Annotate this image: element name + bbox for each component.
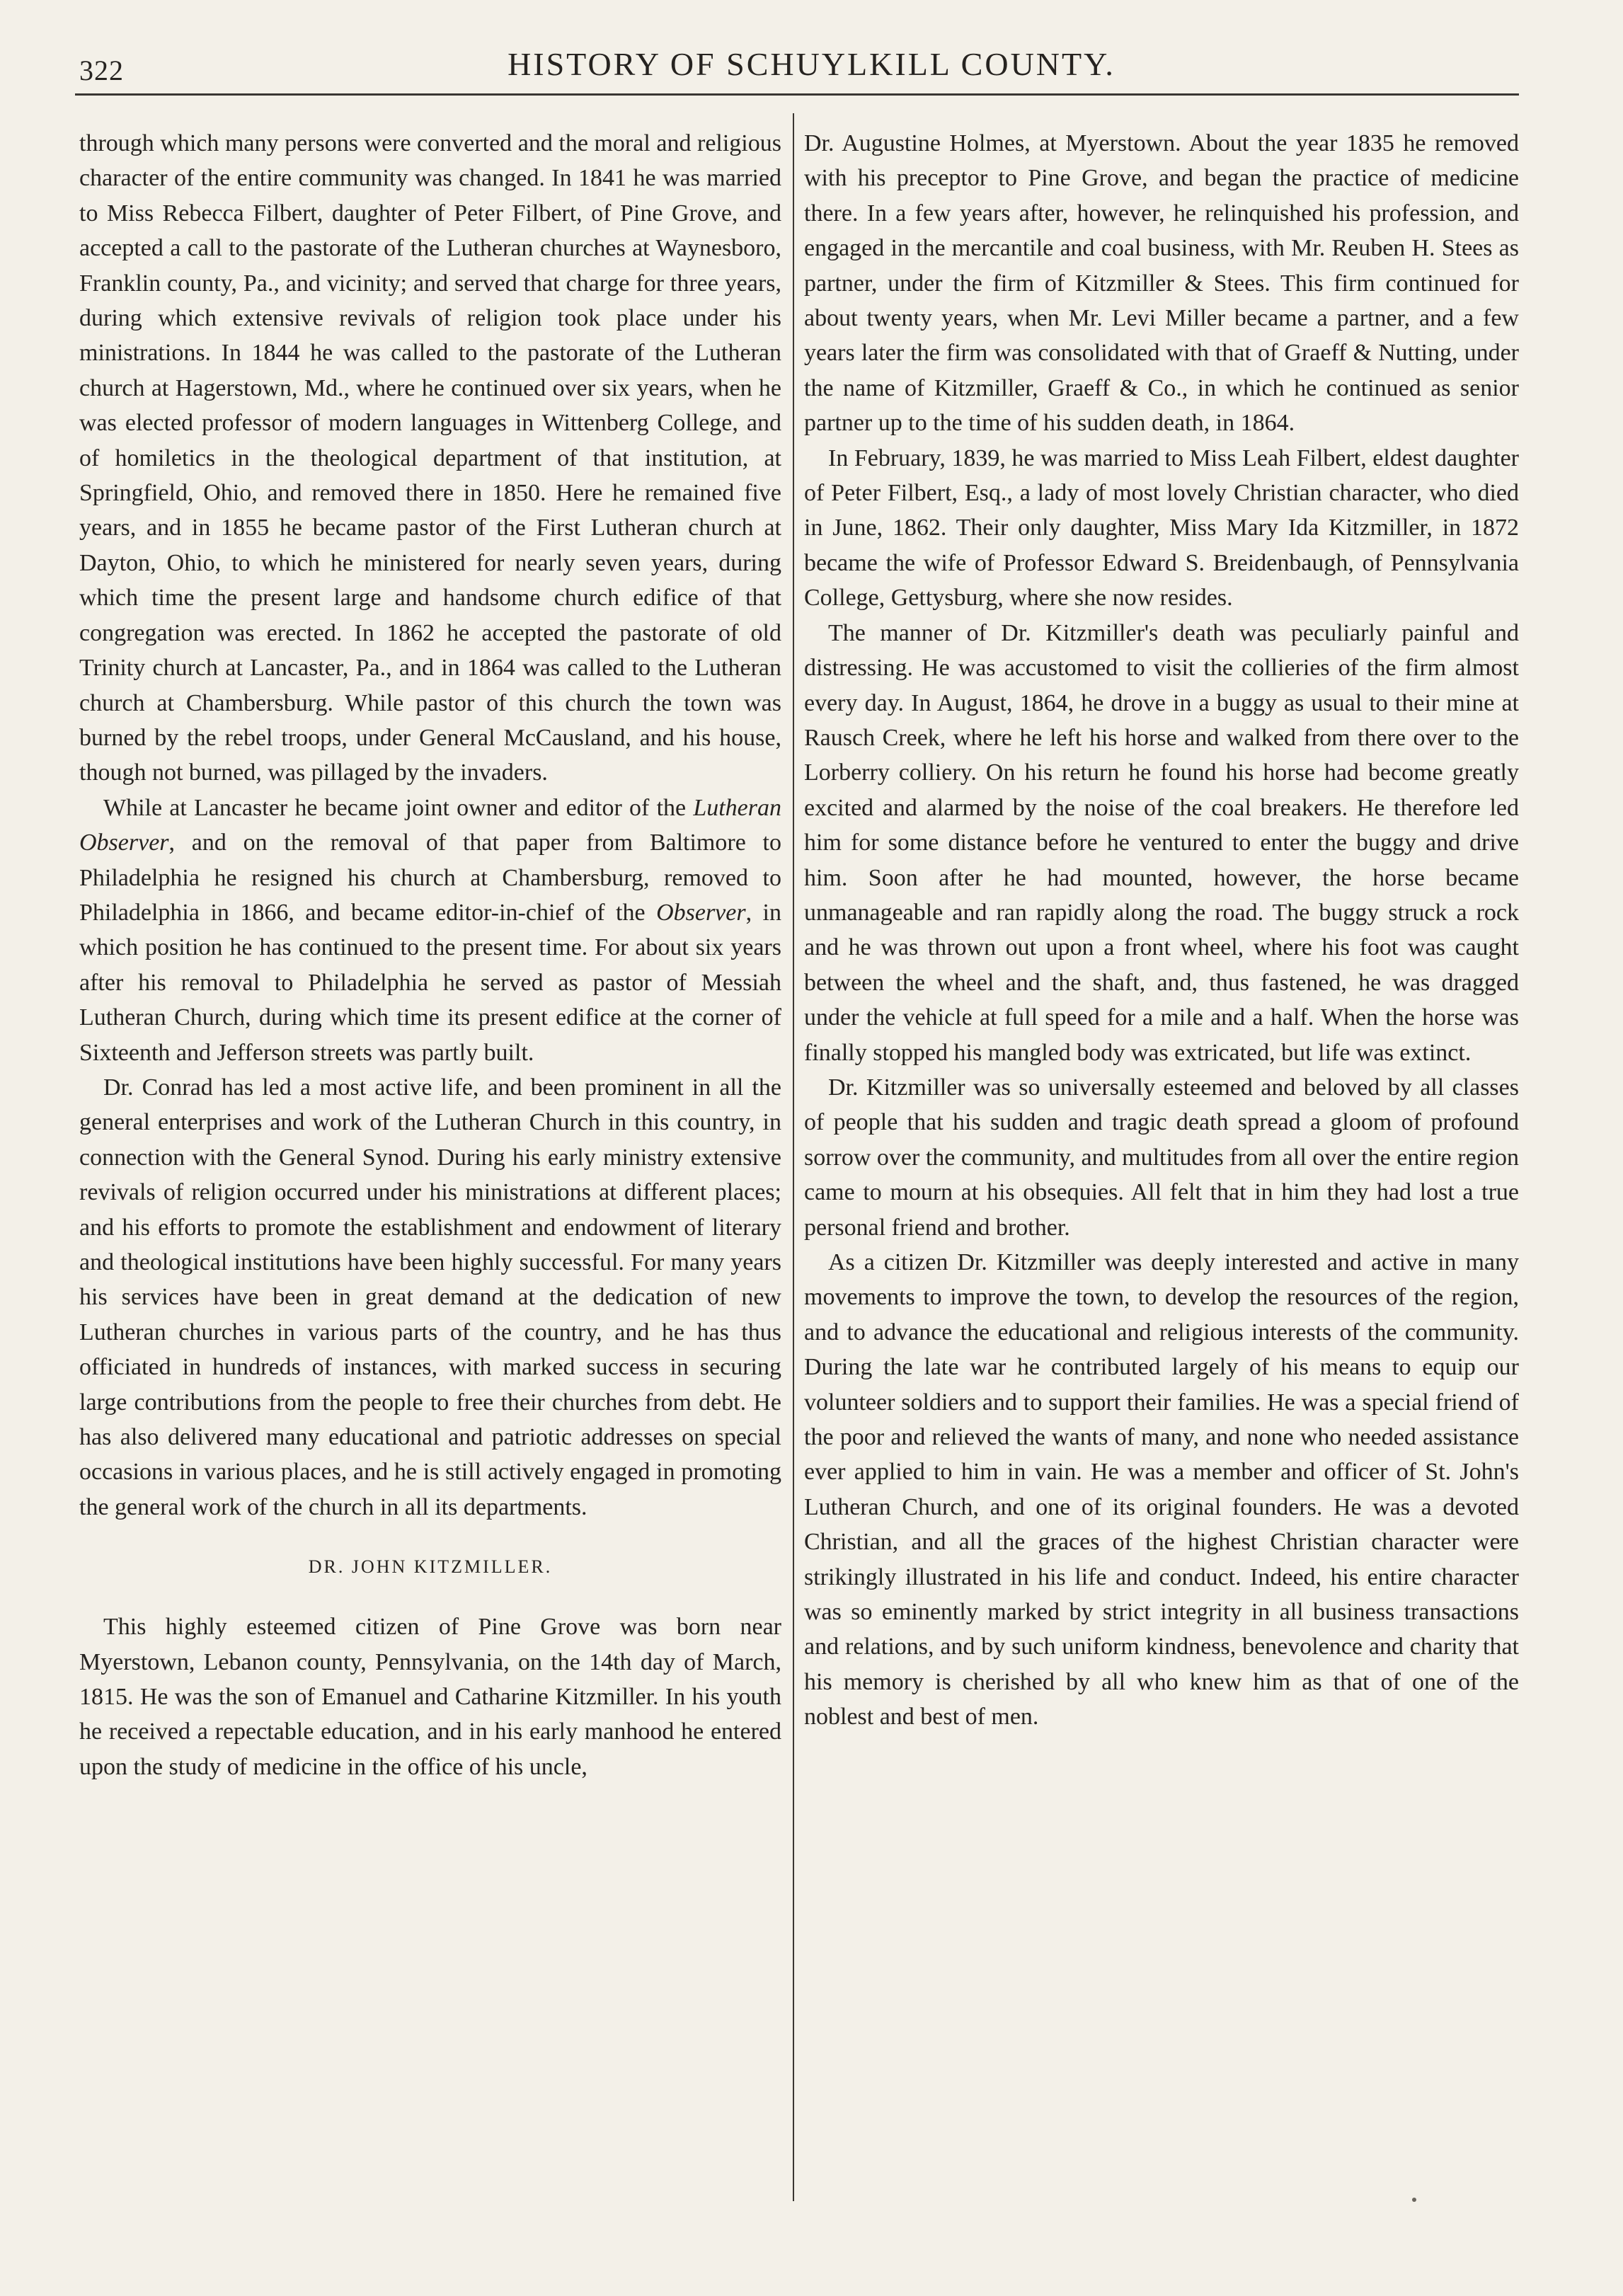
running-title: HISTORY OF SCHUYLKILL COUNTY. — [507, 46, 1116, 82]
text-run: While at Lancaster he became joint owner and editor of the — [103, 794, 694, 821]
left-column — [79, 126, 781, 1784]
italic-title-lutheran-observer: Lutheran Observer — [79, 794, 781, 856]
right-column — [804, 126, 1519, 1735]
text-run: , in which position he has continued to the present time. For about six years after his removal to Philadelphia he served as pastor of Messiah Lutheran Church, during which time its present edifice at the corner of Sixteenth and Jefferson streets was partly built. — [79, 899, 782, 1066]
paragraph-kitzmiller-marriage: In February, 1839, he was married to Miss Leah Filbert, eldest daughter of Peter Filbert, Esq., a lady of most lovely Christian character, who died in June, 1862. Their only daughter, Miss Mary Ida Kitzmiller, in 1872 became the wife of Professor Edward S. Breidenbaugh, of Pennsylvania College, Gettysburg, where she now resides. — [804, 444, 1519, 612]
section-heading-kitzmiller: DR. JOHN KITZMILLER. — [308, 1556, 553, 1578]
paragraph-kitzmiller-citizen: As a citizen Dr. Kitzmiller was deeply interested and active in many movements to improve the town, to develop the resources of the region, and to advance the educational and religious interests of the community. During the late war he contributed largely of his means to equip our volunteer soldiers and to support their families. He was a special friend of the poor and relieved the wants of many, and none who needed assistance ever applied to him in vain. He was a member and officer of St. John's Lutheran Church, and one of its original founders. He was a devoted Christian, and all the graces of the highest Christian character were strikingly illustrated in his life and conduct. Indeed, his entire character was so eminently marked by strict integrity in all business transactions and relations, and by such uniform kindness, benevolence and charity that his memory is cherished by all who knew him as that of one of the noblest and best of men. — [804, 1249, 1519, 1730]
italic-title-observer: Observer — [656, 899, 746, 926]
paragraph-conrad-career: through which many persons were converted and the moral and religious character of the entire community was changed. In 1841 he was married to Miss Rebecca Filbert, daughter of Peter Filbert, of Pine Grove, and accepted a call to the pastorate of the Lutheran churches at Waynesboro, Franklin county, Pa., and vicinity; and served that charge for three years, during which extensive revivals of religion took place under his ministrations. In 1844 he was called to the pastorate of the Lutheran church at Hagerstown, Md., where he continued over six years, when he was elected professor of modern languages in Wittenberg College, and of homiletics in the theological department of that institution, at Springfield, Ohio, and removed there in 1850. Here he remained five years, and in 1855 he became pastor of the First Lutheran church at Dayton, Ohio, to which he ministered for nearly seven years, during which time the present large and handsome church edifice of that congregation was erected. In 1862 he accepted the pastorate of old Trinity church at Lancaster, Pa., and in 1864 was called to the Lutheran church at Chambersburg. While pastor of this church the town was burned by the rebel troops, under General McCausland, and his house, though not burned, was pillaged by the invaders. — [79, 130, 781, 786]
header-rule — [75, 93, 1519, 96]
paragraph-kitzmiller-death: The manner of Dr. Kitzmiller's death was peculiarly painful and distressing. He was accustomed to visit the collieries of the firm almost every day. In August, 1864, he drove in a buggy as usual to their mine at Rausch Creek, where he left his horse and walked from there over to the Lorberry colliery. On his return he found his horse had become greatly excited and alarmed by the noise of the coal breakers. He therefore led him for some distance before he ventured to enter the buggy and drive him. Soon after he had mounted, however, the horse became unmanageable and ran rapidly along the road. The buggy struck a rock and he was thrown out upon a front wheel, where his foot was caught between the wheel and the shaft, and, thus fastened, he was dragged under the vehicle at full speed for a mile and a half. When the horse was finally stopped his mangled body was extricated, but life was extinct. — [804, 619, 1519, 1066]
print-speck — [1412, 2198, 1416, 2202]
column-divider — [793, 113, 794, 2201]
paragraph-kitzmiller-business: Dr. Augustine Holmes, at Myerstown. About the year 1835 he removed with his preceptor to Pine Grove, and began the practice of medicine there. In a few years after, however, he relinquished his profession, and engaged in the mercantile and coal business, with Mr. Reuben H. Stees as partner, under the firm of Kitzmiller & Stees. This firm continued for about twenty years, when Mr. Levi Miller became a partner, and a few years later the firm was consolidated with that of Graeff & Nutting, under the name of Kitzmiller, Graeff & Co., in which he continued as senior partner up to the time of his sudden death, in 1864. — [804, 130, 1519, 437]
paragraph-conrad-activities: Dr. Conrad has led a most active life, and been prominent in all the general enterprises and work of the Lutheran Church in this country, in connection with the General Synod. During his early ministry extensive revivals of religion occurred under his ministrations at different places; and his efforts to promote the establishment and endowment of literary and theological institutions have been highly successful. For many years his services have been in great demand at the dedication of new Lutheran churches in various parts of the country, and he has thus officiated in hundreds of instances, with marked success in securing large contributions from the people to free their churches from debt. He has also delivered many educational and patriotic addresses on special occasions in various places, and he is still actively engaged in promoting the general work of the church in all its departments. — [79, 1074, 781, 1520]
page-number: 322 — [79, 54, 124, 86]
paragraph-lutheran-observer — [79, 791, 781, 1070]
paragraph-kitzmiller-mourning: Dr. Kitzmiller was so universally esteemed and beloved by all classes of people that his sudden and tragic death spread a gloom of profound sorrow over the community, and multitudes from all over the entire region came to mourn at his obsequies. All felt that in him they had lost a true personal friend and brother. — [804, 1074, 1519, 1241]
paragraph-kitzmiller-birth: This highly esteemed citizen of Pine Grove was born near Myerstown, Lebanon county, Pennsylvania, on the 14th day of March, 1815. He was the son of Emanuel and Catharine Kitzmiller. In his youth he received a repectable education, and in his early manhood he entered upon the study of medicine in the office of his uncle, — [79, 1614, 781, 1780]
text-run: , and on the removal of that paper from Baltimore to Philadelphia he resigned his church at Chambersburg, removed to Philadelphia in 1866, and became editor-in-chief of the — [79, 830, 781, 926]
